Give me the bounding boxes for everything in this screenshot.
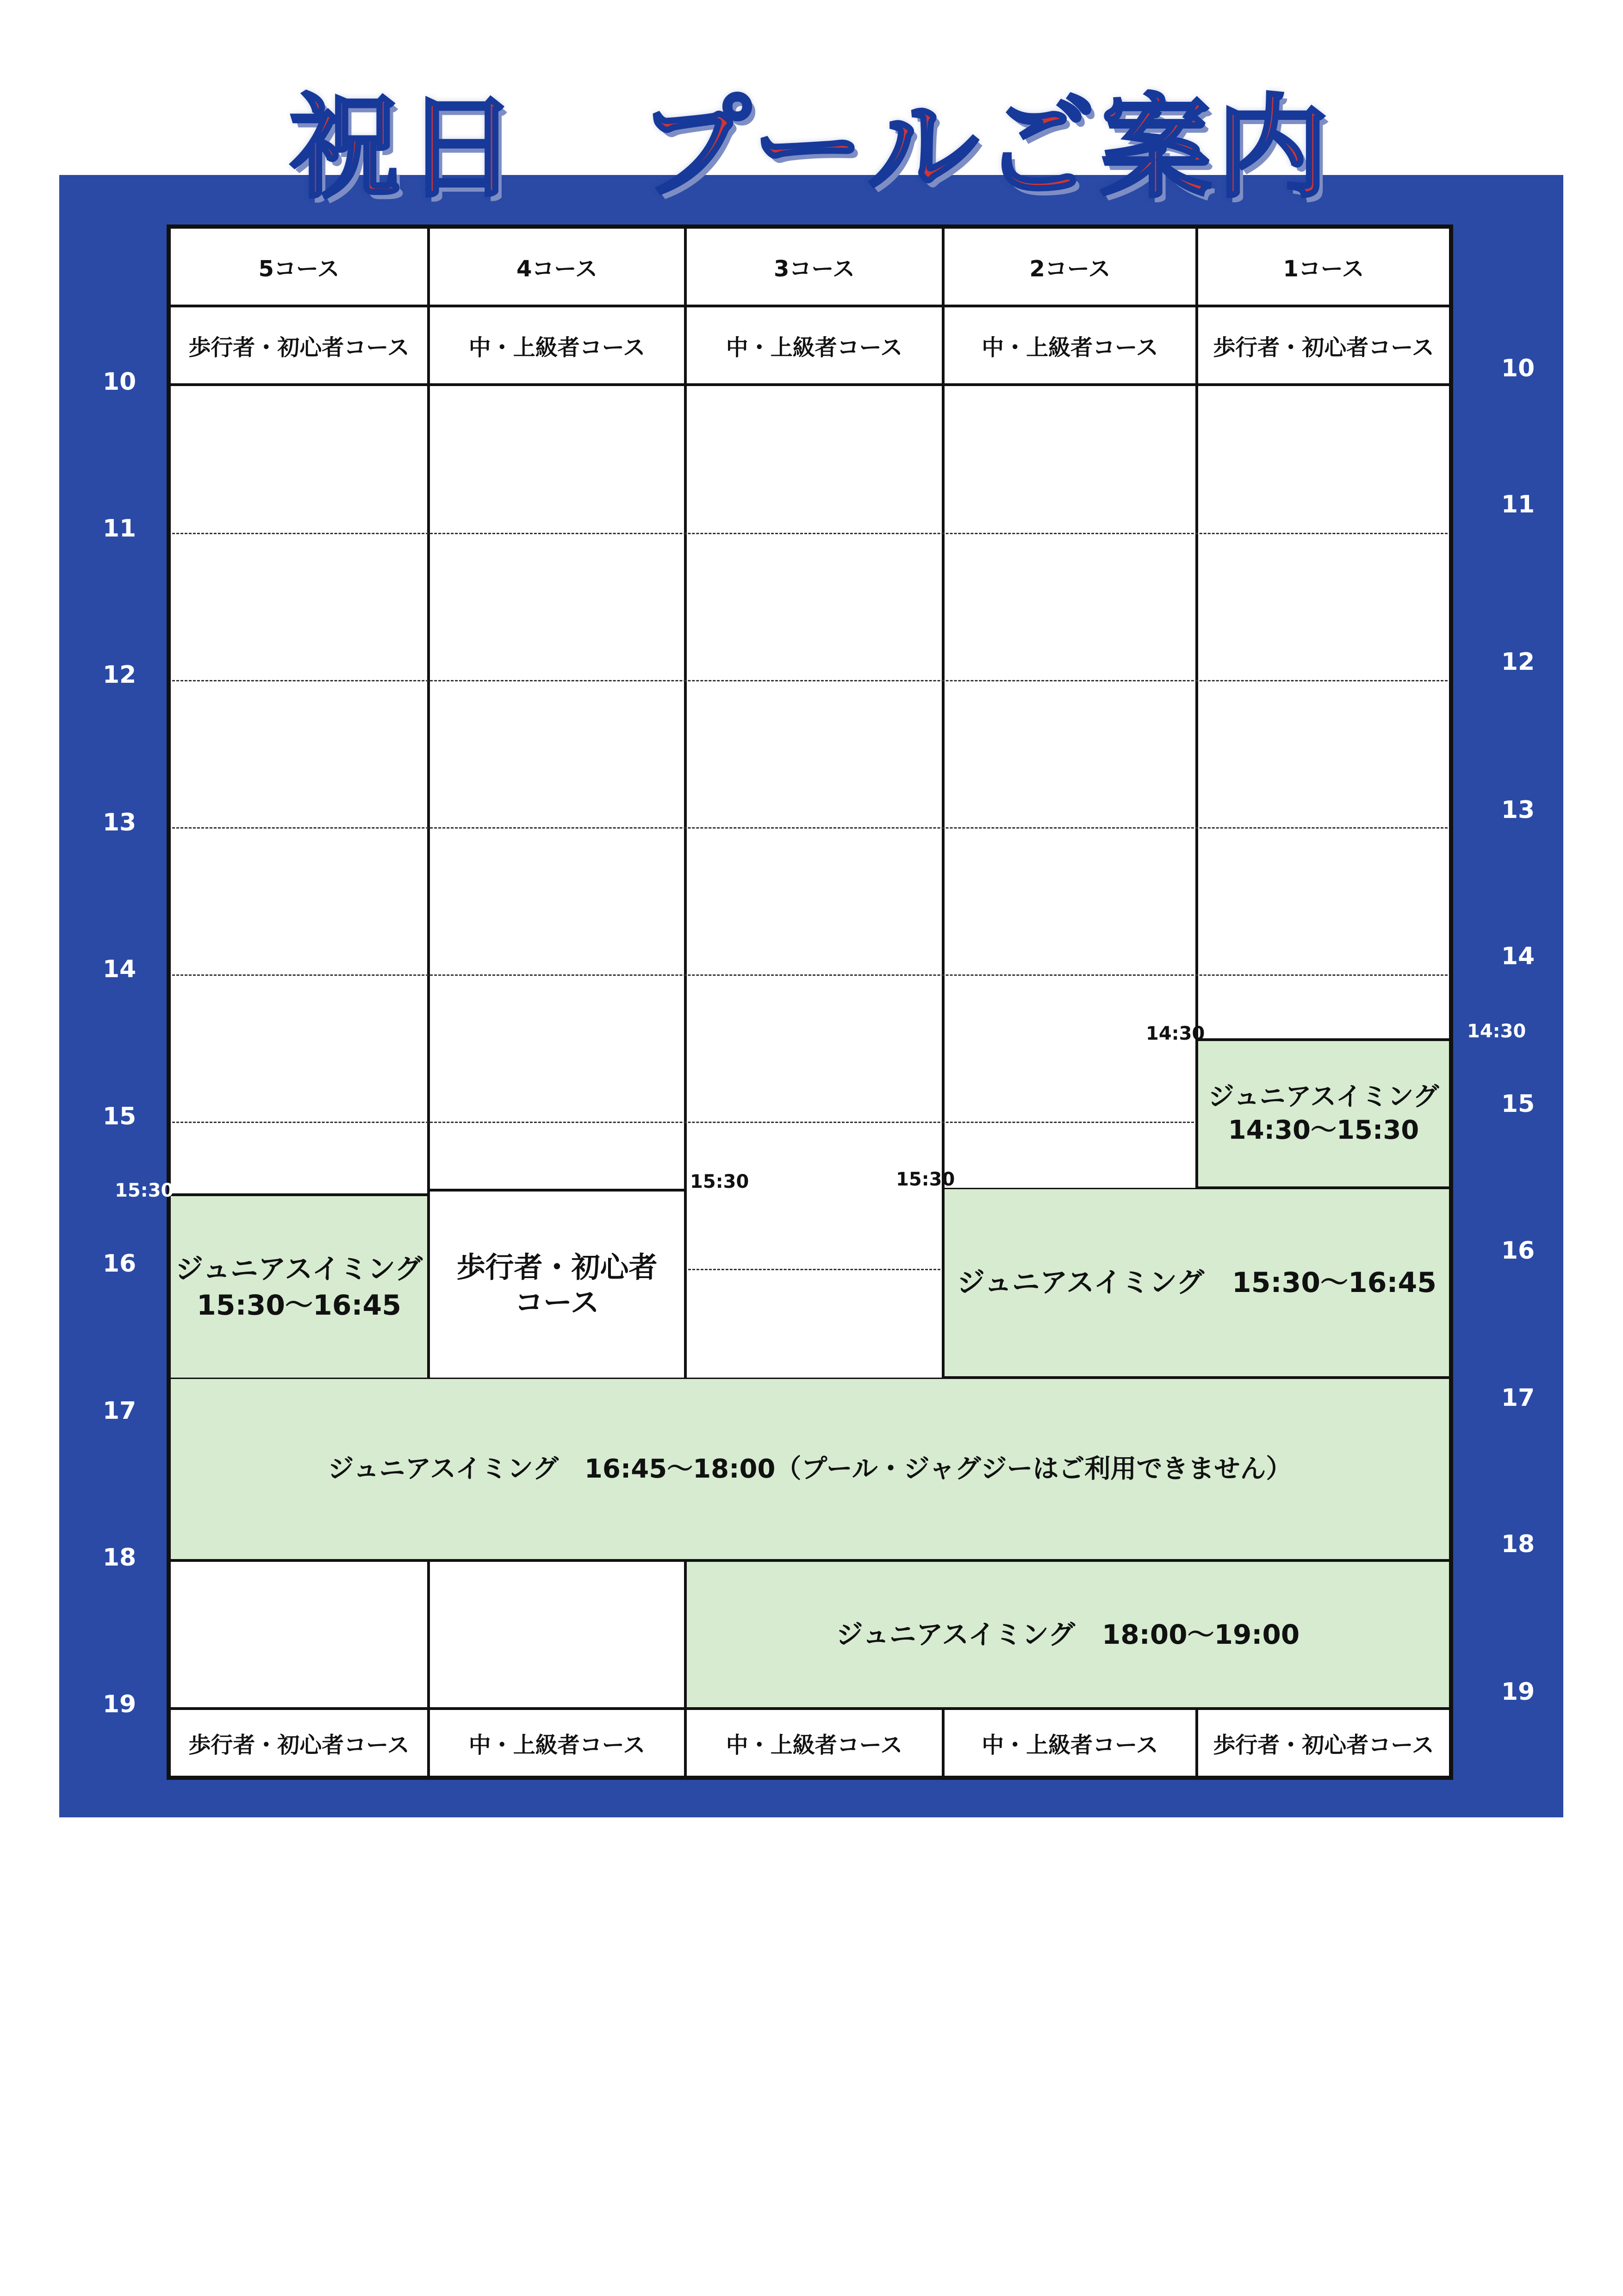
time-mark-1530-left: 15:30 [115, 1180, 174, 1201]
junior-block-lane1-time: 14:30〜15:30 [1228, 1115, 1419, 1145]
hour-label-right: 13 [1501, 796, 1535, 824]
lane-type-2: 中・上級者コース [943, 306, 1197, 385]
lane-header-2: 2コース [943, 227, 1197, 306]
junior-block-lane5 [169, 1195, 429, 1380]
hour-label-left: 11 [102, 515, 137, 543]
hour-divider [172, 827, 1448, 829]
hour-label-left: 16 [102, 1250, 137, 1278]
lane-header-5: 5コース [169, 227, 429, 306]
time-mark-1430: 14:30 [1146, 1023, 1205, 1044]
junior-block-lanes12: ジュニアスイミング 15:30〜16:45 [943, 1188, 1450, 1378]
junior-block-lane1-title: ジュニアスイミング [1208, 1082, 1439, 1112]
hour-label-left: 10 [102, 368, 137, 396]
hour-label-right: 12 [1501, 648, 1535, 676]
time-mark-1530-lane2: 15:30 [896, 1169, 955, 1190]
hour-divider [172, 974, 1448, 976]
hour-divider [688, 1269, 940, 1270]
junior-block-all-lanes: ジュニアスイミング 16:45〜18:00（プール・ジャグジーはご利用できません） [169, 1378, 1450, 1560]
hour-label-left: 18 [102, 1544, 137, 1572]
junior-block-lane5-title: ジュニアスイミング [175, 1253, 423, 1285]
lane-header-1: 1コース [1197, 227, 1450, 306]
hour-label-right: 10 [1501, 355, 1535, 382]
lane-1-open-block [1197, 385, 1450, 1040]
hour-label-right: 17 [1501, 1384, 1535, 1412]
bottom-type-4: 中・上級者コース [429, 1709, 685, 1777]
hour-label-right: 16 [1501, 1237, 1535, 1265]
bottom-type-3: 中・上級者コース [685, 1709, 943, 1777]
hour-divider [172, 680, 1448, 681]
lane-5-evening-block [169, 1560, 429, 1709]
hour-label-right: 15 [1501, 1090, 1535, 1118]
hour-label-left: 19 [102, 1691, 137, 1718]
hour-label-right: 14 [1501, 942, 1535, 970]
schedule-grid [167, 225, 1453, 1780]
hour-divider [172, 1122, 1194, 1123]
walker-block-lane4: 歩行者・初心者 コース [429, 1190, 685, 1380]
hour-label-right: 19 [1501, 1678, 1535, 1706]
lane-2-open-block [943, 385, 1197, 1190]
hour-label-left: 12 [102, 661, 137, 689]
lane-type-4: 中・上級者コース [429, 306, 685, 385]
lane-3-open-block [685, 385, 943, 1528]
lane-5-open-block [169, 385, 429, 1195]
bottom-type-2: 中・上級者コース [943, 1709, 1197, 1777]
junior-block-lane1 [1197, 1040, 1450, 1188]
bottom-type-1: 歩行者・初心者コース [1197, 1709, 1450, 1777]
lane-header-4: 4コース [429, 227, 685, 306]
lane-type-1: 歩行者・初心者コース [1197, 306, 1450, 385]
junior-block-lanes123: ジュニアスイミング 18:00〜19:00 [685, 1560, 1450, 1709]
hour-label-right: 18 [1501, 1530, 1535, 1558]
lane-type-3: 中・上級者コース [685, 306, 943, 385]
hour-label-left: 14 [102, 955, 137, 983]
hour-divider [172, 533, 1448, 534]
hour-label-left: 17 [102, 1397, 137, 1425]
hour-label-left: 13 [102, 809, 137, 836]
hour-label-left: 15 [102, 1103, 137, 1130]
lane-4-open-block [429, 385, 685, 1190]
time-mark-1530-lane3: 15:30 [690, 1171, 749, 1192]
time-mark-1430-right: 14:30 [1467, 1021, 1526, 1042]
hour-label-right: 11 [1501, 491, 1535, 518]
bottom-type-5: 歩行者・初心者コース [169, 1709, 429, 1777]
junior-block-lane5-time: 15:30〜16:45 [197, 1289, 401, 1322]
lane-type-5: 歩行者・初心者コース [169, 306, 429, 385]
lane-4-evening-block [429, 1560, 685, 1709]
lane-header-3: 3コース [685, 227, 943, 306]
page-title: 祝日 プールご案内 [289, 83, 1334, 213]
